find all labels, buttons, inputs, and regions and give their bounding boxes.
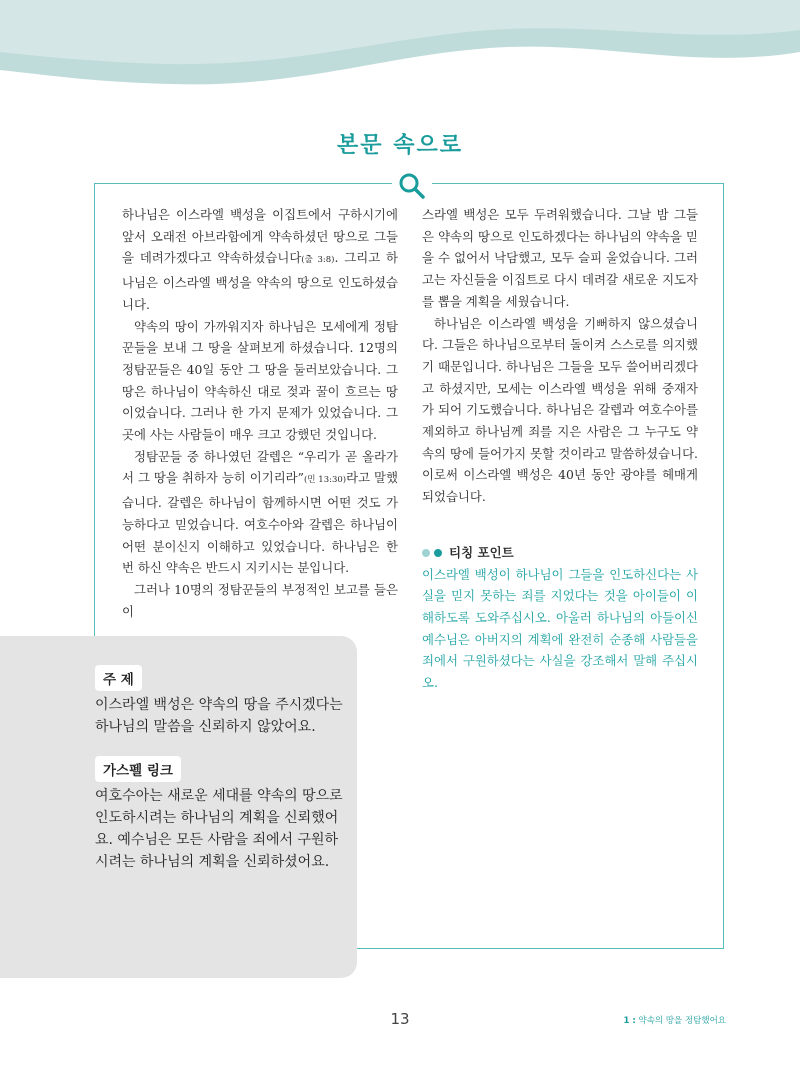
bullet-dot-icon — [434, 549, 442, 557]
body-paragraph: 하나님은 이스라엘 백성을 기뻐하지 않으셨습니다. 그들은 하나님으로부터 돌이켜 스스로를 의지했기 때문입니다. 하나님은 그들을 모두 쓸어버리겠다고 하셨지만, 모세는 이스라엘 백성을 위해 중재자가 되어 기도했습니다. 하나님은 갈렙과 여호수아를 제외하고 하나님께 죄를 지은 사람은 그 누구도 약속의 땅에 들어가지 못할 것이라고 말씀하셨습니다. 이로써 이스라엘 백성은 40년 동안 광야를 헤매게 되었습니다. — [422, 315, 698, 505]
gospel-link-label: 가스펠 링크 — [95, 756, 181, 782]
lesson-number: 1 : — [623, 1016, 636, 1026]
bullet-dot-icon — [422, 549, 430, 557]
page-number: 13 — [390, 1010, 410, 1028]
body-column-right — [422, 204, 698, 694]
scripture-reference: (출 3:8) — [301, 255, 335, 266]
lesson-title: 약속의 땅을 정탐했어요 — [638, 1016, 726, 1026]
magnifier-icon — [396, 170, 428, 202]
body-paragraph: 하나님은 이스라엘 백성을 이집트에서 구하시기에 앞서 오래전 아브라함에게 약속하셨던 땅으로 그들을 데려가겠다고 약속하셨습니다(출 3:8). 그리고 하나님은 이스라엘 백성을 약속의 땅으로 인도하셨습니다. — [122, 207, 398, 312]
teaching-point-heading: 티칭 포인트 — [422, 542, 698, 564]
body-paragraph: 그러나 10명의 정탐꾼들의 부정적인 보고를 들은 이 — [122, 581, 398, 619]
gospel-link-text: 여호수아는 새로운 세대를 약속의 땅으로 인도하시려는 하나님의 계획을 신뢰했어요. 예수님은 모든 사람을 죄에서 구원하시려는 하나님의 계획을 신뢰하셨어요. — [95, 788, 343, 870]
theme-label: 주 제 — [95, 665, 142, 691]
page-title: 본문 속으로 — [337, 133, 463, 158]
teaching-point-text: 이스라엘 백성이 하나님이 그들을 인도하신다는 사실을 믿지 못하는 죄를 지었다는 것을 아이들이 이해하도록 도와주십시오. 아울러 하나님의 아들이신 예수님은 아버지의 계획에 완전히 순종해 사람들을 죄에서 구원하셨다는 사실을 강조해서 말해 주십시오. — [422, 566, 698, 691]
theme-text: 이스라엘 백성은 약속의 땅을 주시겠다는 하나님의 말씀을 신뢰하지 않았어요. — [95, 697, 343, 735]
lesson-footer — [624, 1014, 727, 1026]
body-column-left — [122, 204, 398, 622]
header-wave-decoration — [0, 0, 800, 95]
scripture-reference: (민 13:30) — [303, 475, 347, 486]
body-paragraph: 스라엘 백성은 모두 두려워했습니다. 그날 밤 그들은 약속의 땅으로 인도하겠다는 하나님의 약속을 믿을 수 없어서 낙담했고, 모두 슬피 울었습니다. 그러고는 자신들을 이집트로 다시 데려갈 새로운 지도자를 뽑을 계획을 세웠습니다. — [422, 207, 698, 309]
body-paragraph: 약속의 땅이 가까워지자 하나님은 모세에게 정탐꾼들을 보내 그 땅을 살펴보게 하셨습니다. 12명의 정탐꾼들은 40일 동안 그 땅을 둘러보았습니다. 그 땅은 하나님이 약속하신 대로 젖과 꿀이 흐르는 땅이었습니다. 그러나 한 가지 문제가 있었습니다. 그곳에 사는 사람들이 매우 크고 강했던 것입니다. — [122, 318, 398, 443]
body-paragraph: 정탐꾼들 중 하나였던 갈렙은 “우리가 곧 올라가서 그 땅을 취하자 능히 이기리라”(민 13:30)라고 말했습니다. 갈렙은 하나님이 함께하시면 어떤 것도 가능하다고 믿었습니다. 여호수아와 갈렙은 하나님이 어떤 분이신지 이해하고 있었습니다. 하나님은 한 번 하신 약속은 반드시 지키시는 분입니다. — [122, 448, 398, 576]
